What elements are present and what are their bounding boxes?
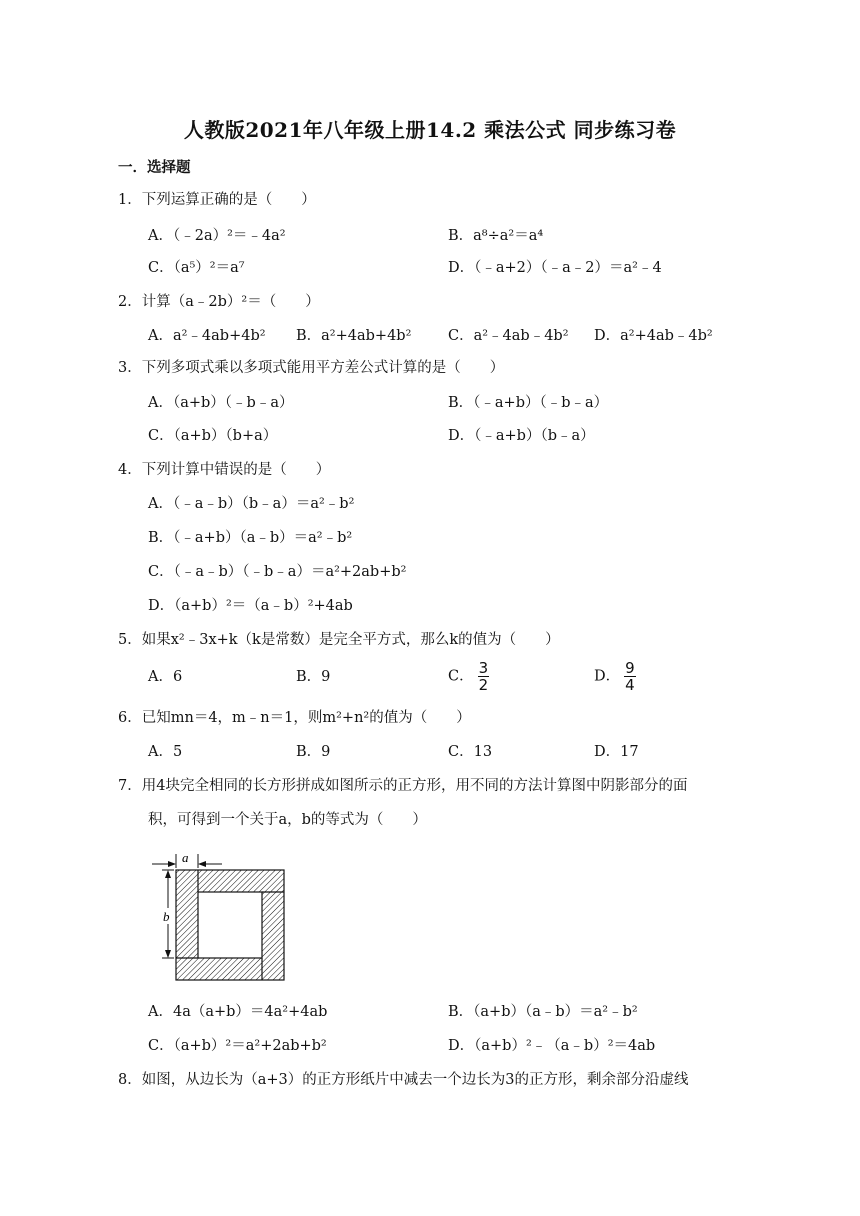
- label-b: b: [163, 909, 170, 924]
- question-4-option-b: B．（﹣a+b）（a﹣b）＝a²﹣b²: [148, 530, 353, 546]
- fraction-numerator: 3: [478, 659, 489, 677]
- inner-square: [198, 892, 262, 958]
- question-1-option-c: C．（a⁵）²＝a⁷: [148, 260, 245, 276]
- question-5-option-a: A．6: [148, 669, 183, 685]
- fraction-denominator: 4: [625, 676, 635, 694]
- question-8-stem-line-1: 8．如图，从边长为（a+3）的正方形纸片中减去一个边长为3的正方形，剩余部分沿虚线: [118, 1072, 689, 1088]
- label-a: a: [182, 850, 189, 865]
- question-7-option-b: B．（a+b）（a﹣b）＝a²﹣b²: [448, 1004, 638, 1020]
- question-1-option-a: A．（﹣2a）²＝﹣4a²: [148, 228, 286, 244]
- question-5-option-b: B．9: [296, 669, 331, 685]
- question-2-option-a: A．a²﹣4ab+4b²: [148, 328, 266, 344]
- fraction-denominator: 2: [478, 676, 489, 694]
- question-4-option-c: C．（﹣a﹣b）（﹣b﹣a）＝a²+2ab+b²: [148, 564, 407, 580]
- option-d-label: D．: [594, 668, 621, 685]
- question-3-option-c: C．（a+b）（b+a）: [148, 428, 278, 444]
- question-4-stem: 4．下列计算中错误的是（ ）: [118, 462, 331, 478]
- question-3-option-d: D．（﹣a+b）（b﹣a）: [448, 428, 595, 444]
- question-2-option-b: B．a²+4ab+4b²: [296, 328, 412, 344]
- question-4-option-d: D．（a+b）²＝（a﹣b）²+4ab: [148, 598, 353, 614]
- question-1-option-d: D．（﹣a+2）（﹣a﹣2）＝a²﹣4: [448, 260, 662, 276]
- fraction: [478, 660, 490, 693]
- question-2-stem: 2．计算（a﹣2b）²＝（ ）: [118, 294, 320, 310]
- question-1-stem: 1．下列运算正确的是（ ）: [118, 192, 316, 208]
- option-c-label: C．: [448, 668, 474, 685]
- section-heading: 一．选择题: [118, 159, 191, 176]
- question-6-stem: 6．已知mn＝4，m﹣n＝1，则m²+n²的值为（ ）: [118, 710, 471, 726]
- question-4-option-a: A．（﹣a﹣b）（b﹣a）＝a²﹣b²: [148, 496, 355, 512]
- question-6-option-c: C．13: [448, 744, 493, 760]
- question-7-stem-line-1: 7．用4块完全相同的长方形拼成如图所示的正方形，用不同的方法计算图中阴影部分的面: [118, 778, 688, 794]
- question-7-stem-line-2: 积，可得到一个关于a，b的等式为（ ）: [148, 812, 427, 828]
- fraction: [624, 660, 636, 693]
- question-3-stem: 3．下列多项式乘以多项式能用平方差公式计算的是（ ）: [118, 360, 505, 376]
- question-5-option-c: [448, 660, 489, 693]
- question-7-option-d: D．（a+b）²﹣（a﹣b）²＝4ab: [448, 1038, 656, 1054]
- question-6-option-d: D．17: [594, 744, 639, 760]
- question-1-option-b: B．a⁸÷a²＝a⁴: [448, 228, 544, 244]
- square-tiling-figure: [148, 850, 298, 985]
- question-3-option-b: B．（﹣a+b）（﹣b﹣a）: [448, 395, 609, 411]
- question-3-option-a: A．（a+b）（﹣b﹣a）: [148, 395, 294, 411]
- question-5-stem: 5．如果x²﹣3x+k（k是常数）是完全平方式，那么k的值为（ ）: [118, 632, 560, 648]
- question-7-option-c: C．（a+b）²＝a²+2ab+b²: [148, 1038, 327, 1054]
- question-6-option-a: A．5: [148, 744, 183, 760]
- page-title: 人教版2021年八年级上册14.2 乘法公式 同步练习卷: [183, 118, 677, 142]
- question-7-option-a: A．4a（a+b）＝4a²+4ab: [148, 1004, 328, 1020]
- question-5-option-d: [594, 660, 636, 693]
- question-6-option-b: B．9: [296, 744, 331, 760]
- question-2-option-d: D．a²+4ab﹣4b²: [594, 328, 713, 344]
- fraction-numerator: 9: [625, 659, 635, 677]
- question-2-option-c: C．a²﹣4ab﹣4b²: [448, 328, 569, 344]
